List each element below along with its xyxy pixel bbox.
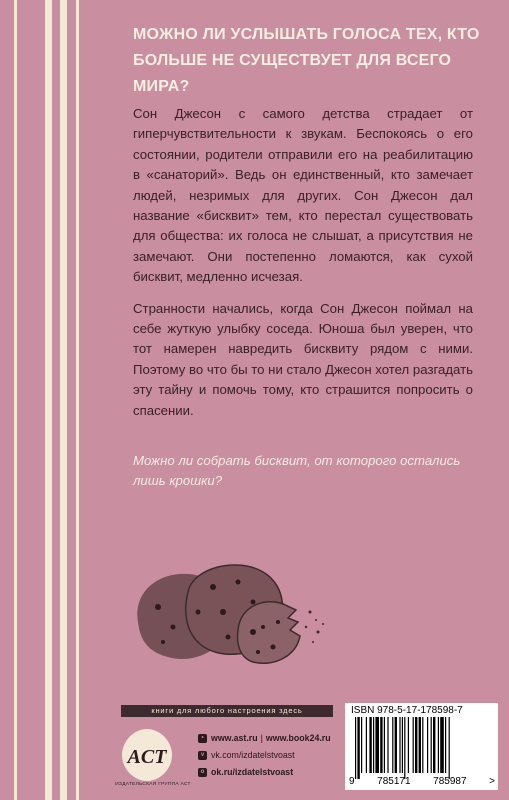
web-icon: • [198,734,207,743]
barcode-box [345,703,498,790]
link-ast[interactable]: www.ast.ru [211,733,258,743]
decorative-stripe [60,0,67,800]
barcode-bar [433,717,435,773]
barcode-digits-left: 785171 [377,776,411,787]
barcode-bar [366,717,367,773]
barcode-bar [384,717,385,773]
barcode-arrow: > [489,776,495,787]
link-book24[interactable]: www.book24.ru [265,733,331,743]
headline-line-2: БОЛЬШЕ НЕ СУЩЕСТВУЕТ ДЛЯ ВСЕГО МИРА? [133,52,452,95]
barcode-bar [402,717,403,773]
decorative-stripe [14,0,17,800]
barcode-bar [404,717,405,779]
tagline-banner: книги для любого настроения здесь [121,705,333,717]
svg-text:ACT: ACT [127,746,167,768]
barcode-bar [413,717,414,773]
ok-row [198,765,343,779]
barcode-bar [395,717,397,773]
link-ok[interactable]: ok.ru/izdatelstvoast [211,767,294,777]
publisher-links [198,731,343,782]
barcode-digit-first: 9 [349,776,355,787]
isbn-number: ISBN 978-5-17-178598-7 [351,705,463,716]
barcode-digits [349,776,495,787]
barcode-bar [373,717,374,773]
barcode-bar [375,717,379,773]
italic-question: Можно ли собрать бисквит, от которого остались лишь крошки? [133,453,461,489]
barcode-bar [419,717,421,773]
barcode-bar [431,717,432,773]
synopsis-paragraph-2: Странности начались, когда Сон Джесон поймал на себе жуткую улыбку соседа. Юноша был уверен, что тот намерен навредить бисквиту рядом с ними. Поэтому во что бы то ни стало Джесон хотел разгадать эту тайну и помочь тому, кто страшится попросить о спасении. [133,300,473,418]
decorative-stripe [76,0,79,800]
publisher-caption: ИЗДАТЕЛЬСКАЯ ГРУППА АСТ [115,782,191,787]
barcode-bars [351,717,491,779]
barcode-bar [387,717,388,773]
barcode-bar [427,717,428,773]
headline-line-1: МОЖНО ЛИ УСЛЫШАТЬ ГОЛОСА ТЕХ, КТО [133,26,480,43]
barcode-bar [380,717,382,773]
barcode-bar [369,717,371,773]
barcode-bar [422,717,423,773]
barcode-bar [361,717,362,773]
barcode-bar [357,717,359,779]
vk-row [198,748,343,762]
barcode-bar [415,717,417,773]
barcode-bar [445,717,446,773]
separator: | [260,733,263,743]
barcode-bar [449,717,450,779]
ok-icon: o [198,768,207,777]
ast-logo-icon [120,727,174,785]
barcode-bar [355,717,356,779]
synopsis-paragraph-1: Сон Джесон с самого детства страдает от гиперчувствительности к звукам. Беспокоясь о его состоянии, родители отправили его на реабилитацию в «санаторий». Ведь он единственный, кто замечает людей, незримых для других. Сон Джесон дал название «бисквит» тем, кто перестал существовать для общества: их голоса не слышат, а присутствия не замечают. Они постепенно ломаются, как сухой бисквит, медленно исчезая. [133,106,473,285]
vk-icon: v [198,751,207,760]
decorative-stripe [45,0,52,800]
barcode-bar [440,717,444,773]
barcode-bar [438,717,439,773]
headline [133,22,493,100]
barcode-digits-right: 785987 [433,776,467,787]
barcode-bar [408,717,409,773]
barcode-bar [392,717,393,773]
cookies-illustration [128,552,338,672]
link-vk[interactable]: vk.com/izdatelstvoast [211,750,295,760]
websites-row [198,731,343,745]
synopsis [133,104,473,432]
barcode-bar [399,717,400,773]
